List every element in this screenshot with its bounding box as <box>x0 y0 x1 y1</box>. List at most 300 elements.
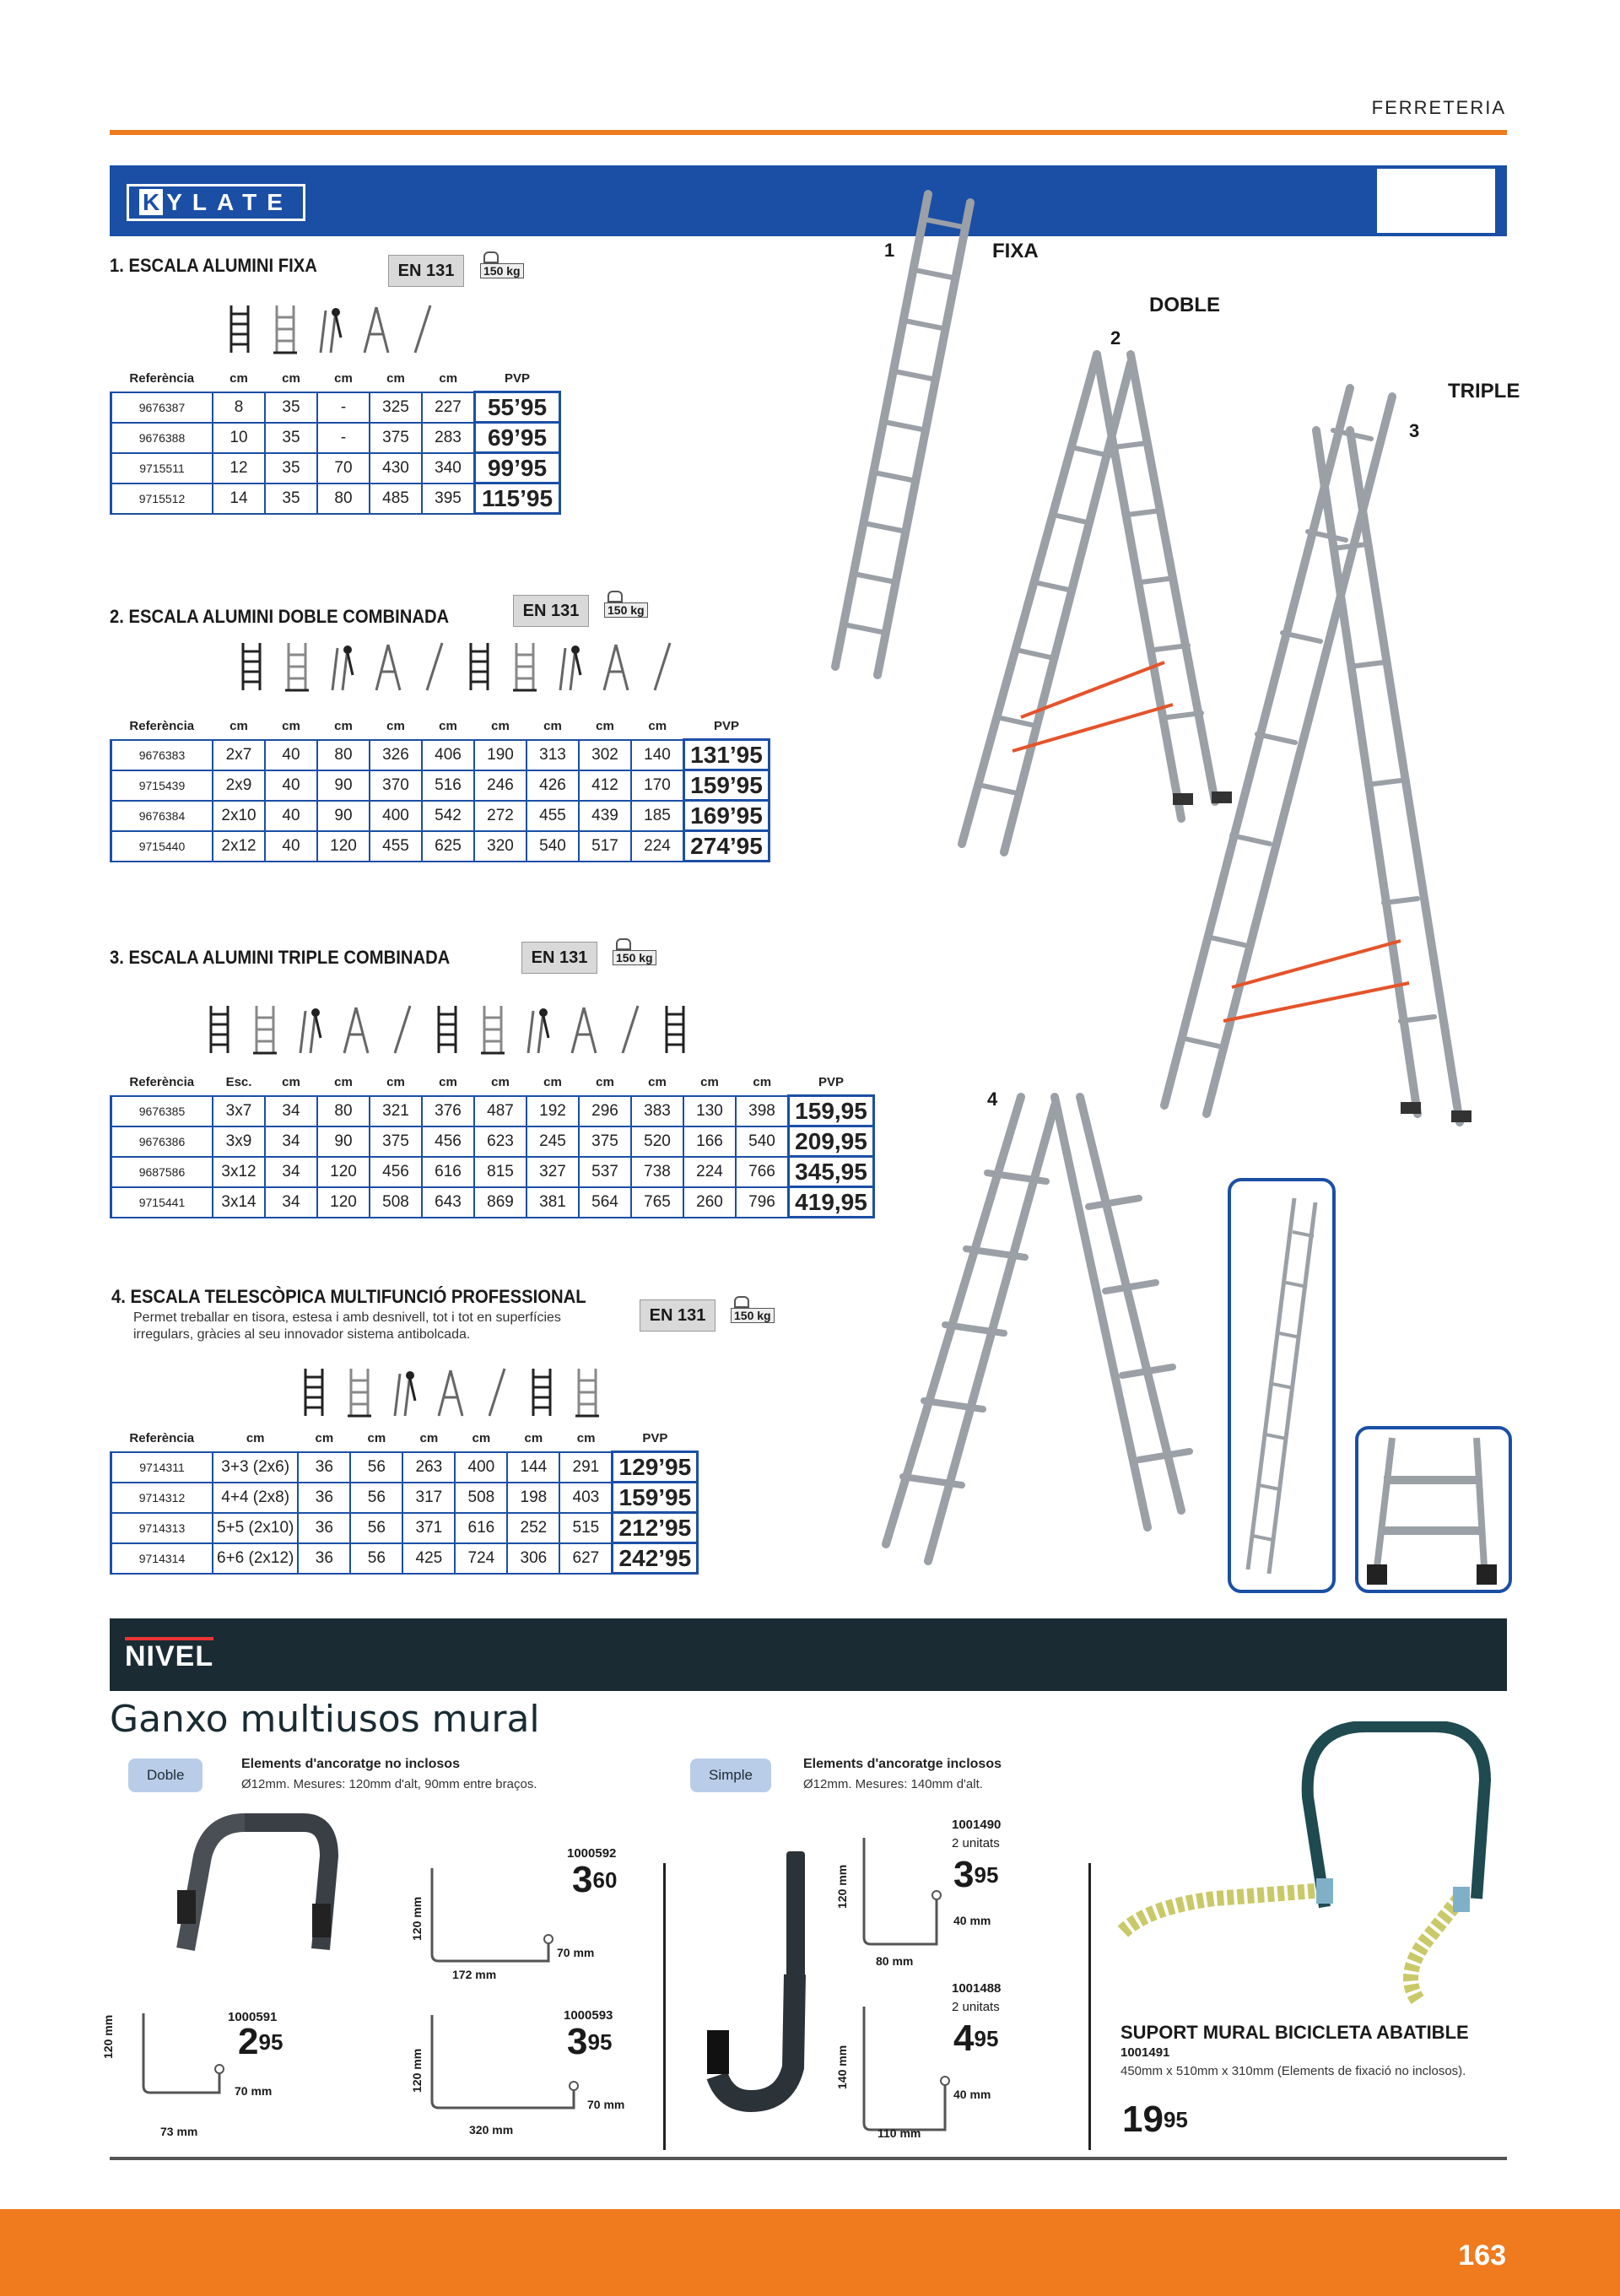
ladder-mode-icon <box>392 1367 418 1418</box>
table-cell: 643 <box>422 1187 474 1218</box>
ladder-mode-icon <box>557 641 584 692</box>
table-cell: 8 <box>213 392 265 423</box>
table-cell: 508 <box>370 1187 422 1218</box>
table-cell: 2x12 <box>213 831 265 862</box>
ladder-1-label: FIXA <box>992 240 1039 262</box>
table-header-cell: cm <box>596 1075 614 1090</box>
table-header-row <box>111 1075 874 1096</box>
load-badge: 150 kg <box>609 938 660 972</box>
price-cell: 159’95 <box>684 770 770 801</box>
ladder-2-label: DOBLE <box>1149 294 1220 316</box>
table-header-cell: cm <box>386 371 405 386</box>
table-header-cell: cm <box>367 1431 386 1446</box>
table-cell: 34 <box>265 1157 317 1187</box>
ladder-1-number: 1 <box>884 240 895 261</box>
table-cell: 327 <box>526 1157 579 1187</box>
table-header-cell: cm <box>230 719 248 734</box>
hook-1000593-width: 320 mm <box>469 2123 514 2137</box>
ladder-mode-icon <box>528 1367 555 1418</box>
hook-1001490-code: 1001490 <box>952 1818 1002 1832</box>
table-header-cell: cm <box>230 371 248 386</box>
ladder-extended-image <box>1231 1181 1332 1590</box>
en131-badge: EN 131 <box>388 255 464 287</box>
table-row <box>111 392 560 423</box>
ladder-detail-image <box>1358 1429 1509 1590</box>
table-cell: 224 <box>683 1157 736 1187</box>
table-cell: 34 <box>265 1096 317 1126</box>
price-cell: 131’95 <box>684 740 770 770</box>
table-cell: 283 <box>422 423 475 453</box>
table-header-cell: cm <box>315 1431 334 1446</box>
ladder-mode-icon <box>602 641 629 692</box>
table-header-cell: cm <box>543 719 562 734</box>
table-cell: 766 <box>736 1157 789 1187</box>
hook-1001490-height: 120 mm <box>835 1864 849 1909</box>
load-badge: 150 kg <box>727 1296 778 1330</box>
table-cell: 376 <box>422 1096 474 1126</box>
table-cell: 456 <box>370 1157 422 1187</box>
table-header-cell: cm <box>524 1431 543 1446</box>
table-row <box>111 453 560 484</box>
bike-support-image <box>1114 1721 1502 2008</box>
table-cell: 4+4 (2x8) <box>213 1483 298 1513</box>
price-cell: 129’95 <box>613 1452 698 1483</box>
price-cell: 419,95 <box>789 1187 874 1218</box>
table-cell: 400 <box>370 801 422 831</box>
doble-pill: Doble <box>128 1758 202 1792</box>
table-cell: - <box>317 392 370 423</box>
table-cell: 36 <box>298 1452 350 1483</box>
ladders-illustration <box>810 177 1519 1595</box>
table-header-cell: cm <box>386 1075 405 1090</box>
table-header-row <box>111 719 770 740</box>
table-row <box>111 423 560 453</box>
hook-1000591-drawing <box>127 2005 245 2106</box>
table-cell: 192 <box>526 1096 579 1126</box>
nivel-brand-bar <box>110 1618 1507 1691</box>
ladder-mode-icon <box>272 304 299 354</box>
hook-1001490-width: 80 mm <box>876 1954 914 1968</box>
ladder-mode-icon <box>251 1004 278 1055</box>
en131-badge: EN 131 <box>521 942 597 974</box>
bike-support-code: 1001491 <box>1120 2045 1170 2060</box>
telescopic-detail-thumbnail <box>1355 1426 1512 1593</box>
table-cell: 398 <box>736 1096 789 1126</box>
divider <box>1088 1863 1091 2150</box>
table-cell: 40 <box>265 801 317 831</box>
table-row <box>111 1483 698 1513</box>
ladder-mode-icon <box>434 1004 461 1055</box>
table-header-cell: PVP <box>642 1431 668 1445</box>
reference-cell: 9676384 <box>111 801 213 831</box>
reference-cell: 9714313 <box>111 1513 213 1543</box>
bottom-rule <box>110 2157 1507 2160</box>
table-header-cell: PVP <box>504 371 530 386</box>
hook-1000593-depth: 70 mm <box>587 2098 625 2111</box>
table-row <box>111 1096 874 1126</box>
table-header-row <box>111 371 560 392</box>
table-header-cell: PVP <box>713 719 739 733</box>
ladder-mode-icon <box>300 1367 327 1418</box>
table-row <box>111 1126 874 1157</box>
ladder-mode-icon <box>375 641 402 692</box>
table-cell: 263 <box>402 1452 455 1483</box>
table-cell: 430 <box>370 453 422 484</box>
table-cell: 144 <box>507 1452 559 1483</box>
table-header-cell: cm <box>576 1431 596 1446</box>
table-cell: 36 <box>298 1483 350 1513</box>
table-cell: 245 <box>526 1126 579 1157</box>
table-cell: 130 <box>683 1096 736 1126</box>
table-cell: 375 <box>579 1126 631 1157</box>
table-cell: 616 <box>455 1513 507 1543</box>
ladder-mode-icon <box>574 1367 601 1418</box>
table-cell: 403 <box>559 1483 613 1513</box>
table-cell: 516 <box>422 770 474 801</box>
product-1-table <box>110 371 561 515</box>
hook-1001488-units: 2 unitats <box>952 2000 1000 2014</box>
table-cell: 166 <box>683 1126 736 1157</box>
simple-note-body: Ø12mm. Mesures: 140mm d'alt. <box>803 1777 983 1791</box>
table-cell: 3x7 <box>213 1096 265 1126</box>
ladder-mode-icon <box>206 1004 233 1055</box>
table-cell: 425 <box>402 1543 455 1574</box>
table-cell: 370 <box>370 770 422 801</box>
table-cell: 340 <box>422 453 475 484</box>
ladder-mode-icon <box>284 641 310 692</box>
table-cell: 80 <box>317 484 370 514</box>
bike-support-desc: 450mm x 510mm x 310mm (Elements de fixació no inclosos). <box>1120 2064 1466 2078</box>
table-cell: 540 <box>736 1126 789 1157</box>
table-cell: 724 <box>455 1543 507 1574</box>
table-header-cell: Esc. <box>225 1075 252 1090</box>
table-row <box>111 801 770 831</box>
reference-cell: 9687586 <box>111 1157 213 1187</box>
table-cell: 35 <box>265 484 317 514</box>
en131-badge: EN 131 <box>640 1299 716 1332</box>
table-header-cell: cm <box>439 719 457 734</box>
table-cell: 70 <box>317 453 370 484</box>
table-cell: 375 <box>370 423 422 453</box>
hook-1000592-code: 1000592 <box>567 1846 617 1861</box>
ladder-mode-icon <box>616 1004 643 1055</box>
table-cell: 190 <box>474 740 526 770</box>
table-cell: 246 <box>474 770 526 801</box>
price-cell: 209,95 <box>789 1126 874 1157</box>
table-header-cell: cm <box>334 1075 353 1090</box>
simple-note-head: Elements d'ancoratge inclosos <box>803 1757 1002 1771</box>
weight-icon <box>608 591 623 602</box>
hook-1001488-width: 110 mm <box>878 2126 921 2140</box>
reference-cell: 9715441 <box>111 1187 213 1218</box>
table-cell: 765 <box>631 1187 683 1218</box>
table-row <box>111 1187 874 1218</box>
table-header-cell: cm <box>700 1075 719 1090</box>
ladder-mode-icon <box>297 1004 324 1055</box>
table-cell: 455 <box>526 801 579 831</box>
price-cell: 99’95 <box>475 453 560 484</box>
table-cell: 90 <box>317 770 370 801</box>
ladder-mode-icon <box>329 641 356 692</box>
section-label: FERRETERIA <box>1371 97 1506 118</box>
table-cell: 80 <box>317 1096 370 1126</box>
product-2-table <box>110 719 770 862</box>
table-cell: 625 <box>422 831 474 862</box>
weight-icon <box>734 1296 749 1308</box>
table-row <box>111 1452 698 1483</box>
table-cell: 120 <box>317 1157 370 1187</box>
reference-cell: 9714314 <box>111 1543 213 1574</box>
table-cell: 796 <box>736 1187 789 1218</box>
table-header-cell: Referència <box>129 1075 195 1090</box>
ladder-mode-icon <box>511 641 538 692</box>
reference-cell: 9715511 <box>111 453 213 484</box>
table-cell: 317 <box>402 1483 455 1513</box>
reference-cell: 9676388 <box>111 423 213 453</box>
hook-1000593-drawing <box>422 2008 591 2118</box>
hook-1000592-price: $3^{60}$ <box>572 1859 618 1900</box>
ladder-mode-icon <box>317 304 344 354</box>
reference-cell: 9715512 <box>111 484 213 514</box>
table-cell: 34 <box>265 1187 317 1218</box>
table-cell: 198 <box>507 1483 559 1513</box>
ladder-mode-icon <box>570 1004 597 1055</box>
table-cell: 455 <box>370 831 422 862</box>
table-cell: 623 <box>474 1126 526 1157</box>
table-cell: 381 <box>526 1187 579 1218</box>
table-cell: 3x9 <box>213 1126 265 1157</box>
table-cell: 272 <box>474 801 526 831</box>
ladder-mode-icon <box>238 641 265 692</box>
hook-1000591-price: $2^{95}$ <box>238 2021 284 2062</box>
table-header-cell: cm <box>491 719 510 734</box>
reference-cell: 9714312 <box>111 1483 213 1513</box>
table-cell: 439 <box>579 801 631 831</box>
bike-support-price: $19^{95}$ <box>1122 2099 1188 2140</box>
table-cell: 321 <box>370 1096 422 1126</box>
table-cell: 40 <box>265 831 317 862</box>
product-4-table <box>110 1431 699 1575</box>
product-1-title: 1. ESCALA ALUMINI FIXA <box>110 255 317 276</box>
ladder-mode-icon <box>346 1367 373 1418</box>
table-cell: 3x12 <box>213 1157 265 1187</box>
table-cell: 627 <box>559 1543 613 1574</box>
table-header-cell: cm <box>386 719 405 734</box>
table-cell: 120 <box>317 1187 370 1218</box>
table-header-cell: cm <box>543 1075 562 1090</box>
ladder-mode-icon <box>648 641 675 692</box>
table-cell: 738 <box>631 1157 683 1187</box>
table-row <box>111 831 770 862</box>
hook-1001490-drawing <box>852 1831 962 1958</box>
product-3-title: 3. ESCALA ALUMINI TRIPLE COMBINADA <box>110 947 451 968</box>
table-header-cell: cm <box>439 371 458 386</box>
table-cell: 80 <box>317 740 370 770</box>
table-cell: 395 <box>422 484 475 514</box>
load-badge: 150 kg <box>477 251 527 285</box>
table-cell: 487 <box>474 1096 526 1126</box>
price-cell: 159,95 <box>789 1096 874 1126</box>
bike-support-title: SUPORT MURAL BICICLETA ABATIBLE <box>1120 2022 1469 2043</box>
product-1-pictograms <box>226 304 454 354</box>
table-cell: 406 <box>422 740 474 770</box>
reference-cell: 9676385 <box>111 1096 213 1126</box>
doble-note-head: Elements d'ancoratge no inclosos <box>241 1757 460 1771</box>
table-cell: 35 <box>265 392 317 423</box>
table-cell: 869 <box>474 1187 526 1218</box>
weight-icon <box>483 251 499 263</box>
ladder-mode-icon <box>363 304 390 354</box>
table-cell: 517 <box>579 831 631 862</box>
hook-1001488-depth: 40 mm <box>953 2088 991 2101</box>
table-cell: 520 <box>631 1126 683 1157</box>
table-header-cell: cm <box>648 1075 667 1090</box>
table-cell: 815 <box>474 1157 526 1187</box>
table-cell: 40 <box>265 740 317 770</box>
table-cell: 140 <box>631 740 684 770</box>
table-header-cell: cm <box>282 719 300 734</box>
table-header-cell: cm <box>419 1431 439 1446</box>
table-header-cell: cm <box>472 1431 491 1446</box>
top-rule <box>110 130 1507 135</box>
table-header-cell: cm <box>282 371 300 386</box>
reference-cell: 9714311 <box>111 1452 213 1483</box>
double-hook-image <box>152 1806 354 1983</box>
en131-badge: EN 131 <box>513 595 589 627</box>
ladder-mode-icon <box>420 641 447 692</box>
table-cell: 3+3 (2x6) <box>213 1452 298 1483</box>
table-cell: 383 <box>631 1096 683 1126</box>
product-2-pictograms <box>238 641 694 692</box>
page-footer <box>0 2209 1620 2296</box>
reference-cell: 9676386 <box>111 1126 213 1157</box>
table-cell: 227 <box>422 392 475 423</box>
table-cell: 35 <box>265 423 317 453</box>
table-cell: 2x10 <box>213 801 265 831</box>
ladder-mode-icon <box>483 1367 510 1418</box>
table-cell: 40 <box>265 770 317 801</box>
hook-1000591-height: 120 mm <box>101 2014 115 2059</box>
hook-1001490-price: $3^{95}$ <box>953 1854 999 1895</box>
table-cell: 35 <box>265 453 317 484</box>
table-cell: 90 <box>317 801 370 831</box>
reference-cell: 9715440 <box>111 831 213 862</box>
table-cell: 412 <box>579 770 631 801</box>
ladder-2-number: 2 <box>1110 327 1121 348</box>
table-cell: 224 <box>631 831 684 862</box>
table-row <box>111 1513 698 1543</box>
divider <box>663 1863 666 2150</box>
hook-1000593-code: 1000593 <box>564 2008 613 2023</box>
ladder-mode-icon <box>466 641 493 692</box>
table-header-cell: Referència <box>129 719 195 734</box>
table-cell: 320 <box>474 831 526 862</box>
table-cell: 371 <box>402 1513 455 1543</box>
product-3-pictograms <box>206 1004 707 1055</box>
hook-1001488-price: $4^{95}$ <box>953 2018 999 2059</box>
table-cell: 10 <box>213 423 265 453</box>
kylate-logo: K YLATE <box>127 184 305 221</box>
hook-1000593-height: 120 mm <box>410 2048 424 2093</box>
price-cell: 242’95 <box>613 1543 698 1574</box>
product-4-title: 4. ESCALA TELESCÒPICA MULTIFUNCIÓ PROFESSIONAL <box>111 1286 586 1307</box>
product-2-title: 2. ESCALA ALUMINI DOBLE COMBINADA <box>110 606 450 627</box>
price-cell: 212’95 <box>613 1513 698 1543</box>
reference-cell: 9715439 <box>111 770 213 801</box>
ladder-mode-icon <box>479 1004 506 1055</box>
table-cell: 296 <box>579 1096 631 1126</box>
nivel-logo: NIVEL <box>125 1640 213 1673</box>
hook-1001488-code: 1001488 <box>952 1981 1002 1996</box>
table-header-cell: Referència <box>129 1431 195 1446</box>
hook-1000592-depth: 70 mm <box>557 1946 595 1959</box>
price-cell: 115’95 <box>475 484 560 514</box>
table-cell: 2x9 <box>213 770 265 801</box>
table-header-cell: cm <box>334 371 353 386</box>
single-hook-image <box>692 1848 818 2126</box>
price-cell: 169’95 <box>684 801 770 831</box>
price-cell: 345,95 <box>789 1157 874 1187</box>
table-cell: 14 <box>213 484 265 514</box>
hook-1000592-drawing <box>422 1861 565 1971</box>
table-cell: 306 <box>507 1543 559 1574</box>
ladder-3-number: 3 <box>1409 420 1420 441</box>
page-number: 163 <box>1458 2239 1506 2272</box>
table-cell: 90 <box>317 1126 370 1157</box>
table-row <box>111 770 770 801</box>
table-cell: 302 <box>579 740 631 770</box>
table-cell: 56 <box>350 1483 402 1513</box>
table-cell: 537 <box>579 1157 631 1187</box>
table-cell: 56 <box>350 1513 402 1543</box>
ladder-3-label: TRIPLE <box>1448 380 1520 402</box>
load-badge: 150 kg <box>601 591 651 624</box>
price-cell: 159’95 <box>613 1483 698 1513</box>
table-cell: 2x7 <box>213 740 265 770</box>
ladder-mode-icon <box>343 1004 370 1055</box>
weight-icon <box>616 938 631 950</box>
hook-1001490-units: 2 unitats <box>952 1836 1000 1850</box>
ladder-mode-icon <box>525 1004 552 1055</box>
table-header-cell: cm <box>648 719 667 734</box>
table-cell: 12 <box>213 453 265 484</box>
ladder-4-number: 4 <box>987 1089 998 1110</box>
table-header-cell: cm <box>334 719 353 734</box>
product-4-description: Permet treballar en tisora, estesa i amb desnivell, tot i tot en superfícies irregulars, gràcies al seu innovador sistema antibolcada. <box>133 1310 561 1342</box>
table-header-cell: cm <box>282 1075 300 1090</box>
table-header-cell: cm <box>753 1075 772 1090</box>
table-cell: 485 <box>370 484 422 514</box>
table-header-cell: cm <box>246 1431 265 1446</box>
ladder-mode-icon <box>408 304 435 354</box>
table-cell: 185 <box>631 801 684 831</box>
table-cell: - <box>317 423 370 453</box>
table-header-cell: cm <box>596 719 614 734</box>
table-cell: 313 <box>526 740 579 770</box>
table-header-cell: cm <box>439 1075 457 1090</box>
table-header-row <box>111 1431 698 1452</box>
table-cell: 326 <box>370 740 422 770</box>
table-row <box>111 740 770 770</box>
table-cell: 3x14 <box>213 1187 265 1218</box>
table-cell: 456 <box>422 1126 474 1157</box>
table-cell: 56 <box>350 1452 402 1483</box>
hook-1000593-price: $3^{95}$ <box>567 2021 613 2062</box>
table-cell: 260 <box>683 1187 736 1218</box>
hook-1001490-depth: 40 mm <box>953 1914 991 1927</box>
table-row <box>111 484 560 514</box>
table-cell: 36 <box>298 1543 350 1574</box>
